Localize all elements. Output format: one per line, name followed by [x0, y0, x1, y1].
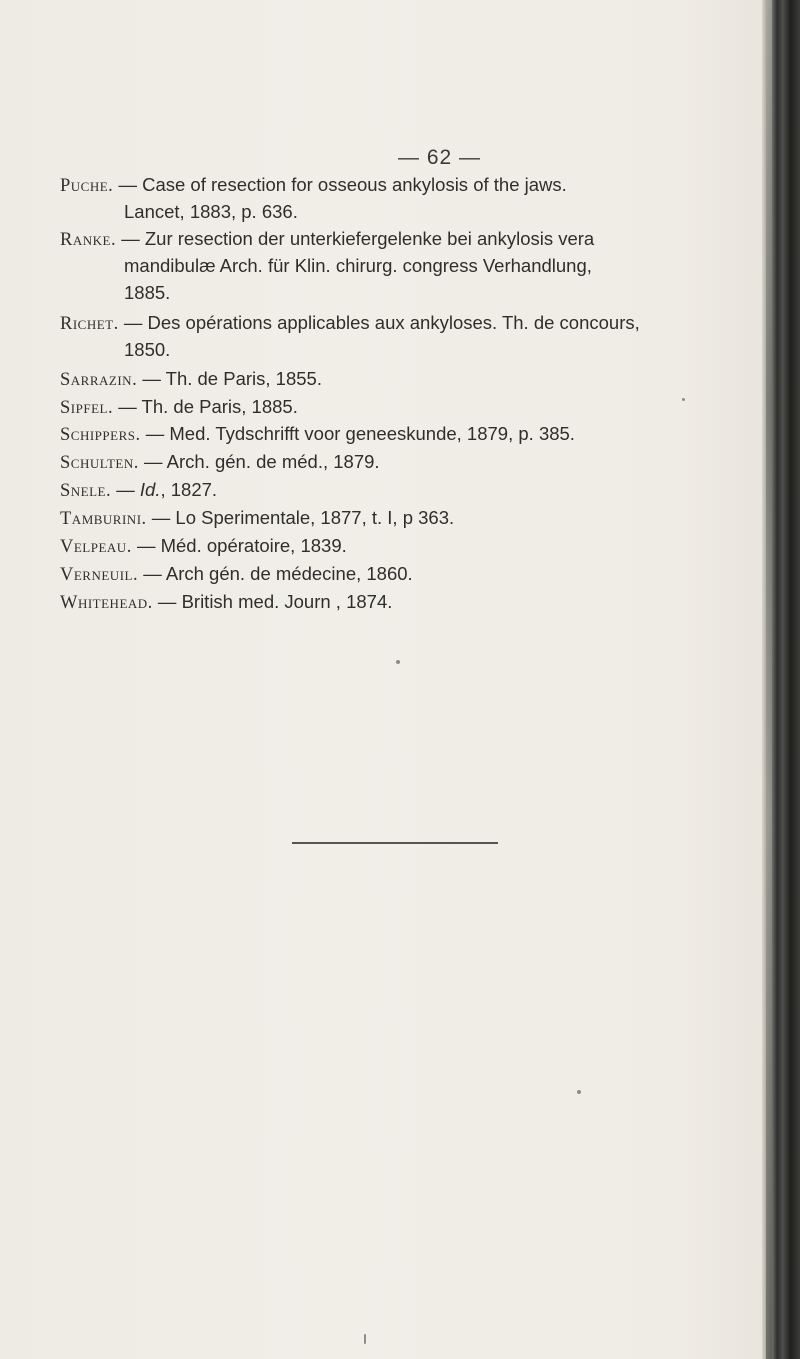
- paper-speck: [364, 1334, 366, 1344]
- entry-text: — Zur resection der unterkiefergelenke bei ankylosis vera: [116, 228, 595, 249]
- bibliography-entry: [60, 505, 454, 532]
- entry-author: Whitehead.: [60, 593, 153, 613]
- bibliography-entry: [60, 310, 640, 337]
- entry-text: — Th. de Paris, 1885.: [113, 396, 298, 417]
- entry-text: — Arch. gén. de méd., 1879.: [138, 451, 380, 472]
- entry-text: — British med. Journ , 1874.: [152, 591, 393, 612]
- paper-speck: [396, 660, 400, 664]
- entry-author: Verneuil.: [60, 565, 139, 585]
- bibliography-entry: [60, 589, 392, 616]
- bibliography-entry: [60, 394, 298, 421]
- entry-text: — Des opérations applicables aux ankyloses. Th. de concours,: [118, 312, 640, 333]
- entry-continuation: mandibulæ Arch. für Klin. chirurg. congress Verhandlung,: [124, 255, 592, 276]
- entry-author: Schippers.: [60, 425, 141, 445]
- entry-text: — Case of resection for osseous ankylosis of the jaws.: [113, 174, 567, 195]
- entry-text: — Arch gén. de médecine, 1860.: [138, 563, 413, 584]
- entry-author: Velpeau.: [60, 537, 132, 557]
- entry-author: Sipfel.: [60, 398, 114, 418]
- entry-text: — Lo Sperimentale, 1877, t. I, p 363.: [146, 507, 455, 528]
- bibliography-entry: [60, 172, 567, 199]
- entry-author: Ranke.: [60, 230, 117, 250]
- entry-author: Schulten.: [60, 453, 139, 473]
- entry-continuation: Lancet, 1883, p. 636.: [124, 201, 298, 222]
- paper-speck: [577, 1090, 581, 1094]
- entry-author: Snele.: [60, 481, 112, 501]
- bibliography-entry: [60, 477, 217, 504]
- bibliography-entry: [60, 533, 347, 560]
- bibliography-entry: [60, 421, 575, 448]
- entry-italic: Id.: [139, 479, 161, 500]
- entry-author: Sarrazin.: [60, 370, 138, 390]
- paper-speck: [682, 398, 685, 401]
- horizontal-rule: [292, 842, 498, 844]
- bibliography-entry: [60, 226, 594, 253]
- entry-author: Richet.: [60, 314, 119, 334]
- entry-text: — Th. de Paris, 1855.: [137, 368, 322, 389]
- entry-continuation: 1850.: [124, 339, 171, 360]
- bibliography-entry: [60, 561, 413, 588]
- entry-author: Puche.: [60, 176, 114, 196]
- page-number: — 62 —: [398, 146, 482, 169]
- entry-author: Tamburini.: [60, 509, 147, 529]
- entry-text: —: [111, 479, 140, 500]
- bibliography-entry: [60, 366, 322, 393]
- entry-tail: , 1827.: [160, 479, 218, 500]
- bibliography-entry: [60, 449, 380, 476]
- entry-text: — Med. Tydschrifft voor geneeskunde, 1879, p. 385.: [140, 423, 575, 444]
- entry-text: — Méd. opératoire, 1839.: [131, 535, 347, 556]
- entry-continuation: 1885.: [124, 282, 171, 303]
- page-edge-highlight: [766, 0, 772, 1359]
